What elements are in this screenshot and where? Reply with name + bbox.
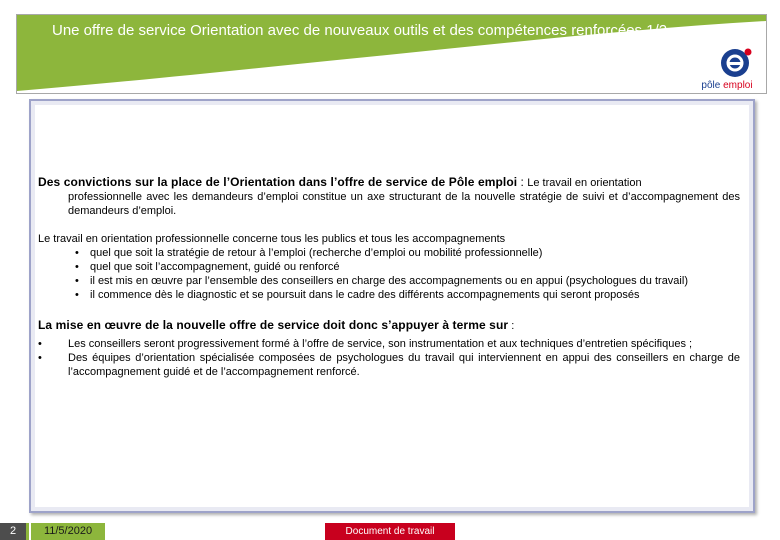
document-label: Document de travail (325, 523, 455, 540)
list-item: • Les conseillers seront progressivement formé à l’offre de service, son instrumentation et aux techniques d’entretien spécifiques ; (38, 337, 740, 351)
publics-intro: Le travail en orientation professionnelle concerne tous les publics et tous les accompagnements (38, 233, 506, 245)
logo-text (694, 80, 760, 91)
mise-en-oeuvre-heading (38, 318, 740, 333)
slide-title: Une offre de service Orientation avec de nouveaux outils et des compétences renforcées 1/2 (52, 22, 668, 39)
mise-en-oeuvre-bullet-list (38, 337, 740, 379)
section-publics (38, 232, 740, 302)
logo-text-emploi: emploi (723, 80, 753, 91)
section-convictions-heading (38, 175, 740, 190)
convictions-lead-sep: : (517, 175, 528, 189)
page-number: 2 (0, 523, 29, 540)
convictions-lead: Des convictions sur la place de l’Orientation dans l’offre de service de Pôle emploi (38, 175, 518, 189)
list-item: • quel que soit l’accompagnement, guidé ou renforcé (38, 260, 740, 274)
list-item: • il commence dès le diagnostic et se poursuit dans le cadre des différents accompagnements qui seront proposés (38, 288, 740, 302)
pole-emploi-logo (694, 47, 760, 91)
list-item: • il est mis en œuvre par l’ensemble des conseillers en charge des accompagnements ou en appui (psychologues du travail) (38, 274, 740, 288)
list-item: • Des équipes d’orientation spécialisée composées de psychologues du travail qui interviennent en appui des conseillers en charge de l’accompagnement guidé et de l’accompagnement renforcé. (38, 351, 740, 379)
list-item: • quel que soit la stratégie de retour à l’emploi (recherche d’emploi ou mobilité professionnelle) (38, 246, 740, 260)
footer-date: 11/5/2020 (31, 523, 105, 540)
slide-header (16, 14, 767, 94)
slide-content (38, 175, 740, 379)
pole-emploi-logo-icon (694, 47, 760, 79)
convictions-lead-tail: Le travail en orientation (527, 177, 642, 189)
publics-bullet-list (38, 246, 740, 302)
mise-en-oeuvre-lead: La mise en œuvre de la nouvelle offre de service doit donc s’appuyer à terme sur (38, 318, 509, 332)
section-mise-en-oeuvre (38, 318, 740, 379)
convictions-continuation: professionnelle avec les demandeurs d’emploi constitue un axe structurant de la nouvelle stratégie de suivi et d’accompagnement des demandeurs d’emploi. (68, 191, 740, 217)
logo-text-pole: pôle (701, 80, 721, 91)
mise-en-oeuvre-lead-sep: : (508, 320, 515, 332)
section-convictions (38, 175, 740, 218)
